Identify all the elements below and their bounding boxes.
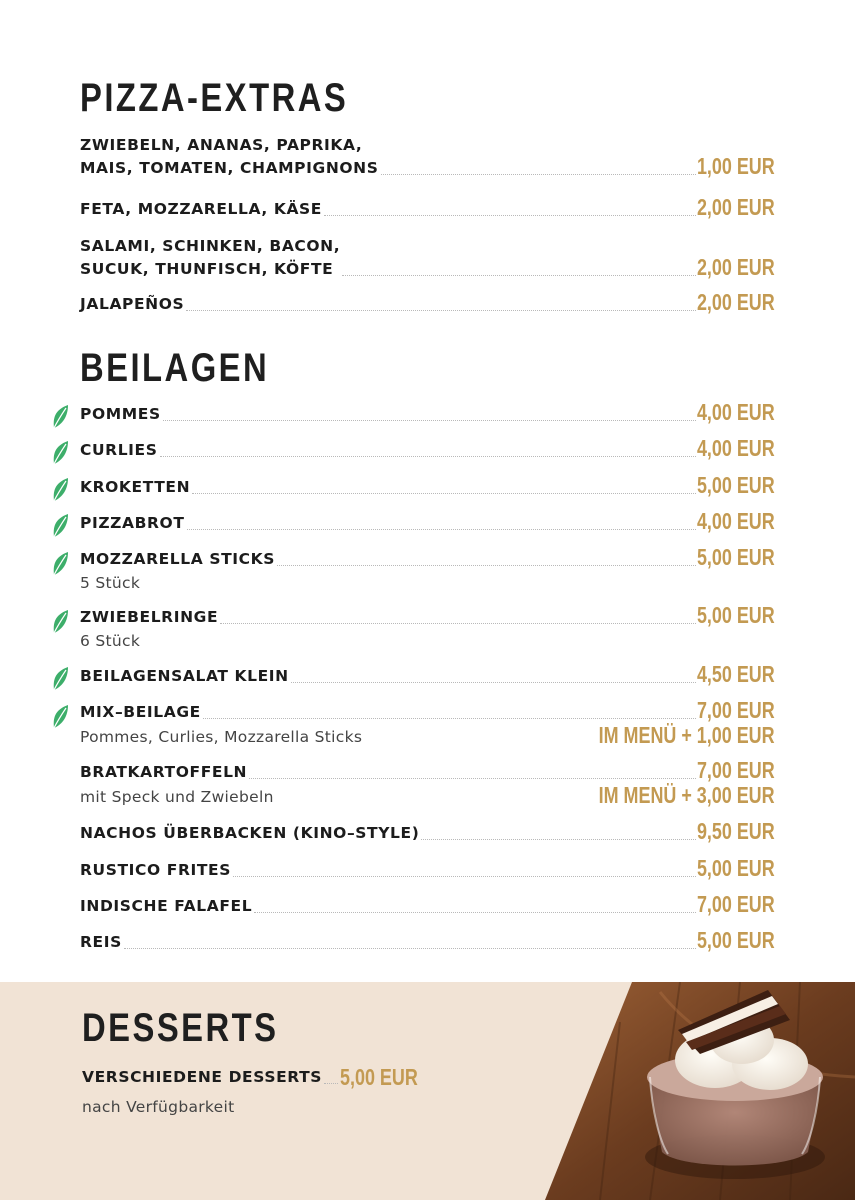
item-price: 2,00 EUR xyxy=(697,254,775,280)
item-name: PIZZABROT xyxy=(80,514,185,532)
leaf-icon xyxy=(50,665,70,691)
item-price: 2,00 EUR xyxy=(697,194,775,220)
item-name: CURLIES xyxy=(80,441,158,459)
menu-item xyxy=(80,136,775,180)
menu-item xyxy=(82,1066,440,1089)
item-name: KROKETTEN xyxy=(80,478,191,496)
menu-item xyxy=(80,818,775,845)
menu-surcharge: IM MENÜ + 3,00 EUR xyxy=(599,782,775,808)
item-name: POMMES xyxy=(80,405,161,423)
menu-item xyxy=(80,544,775,592)
item-description: mit Speck und Zwiebeln xyxy=(80,788,274,806)
dot-leader xyxy=(192,493,696,494)
item-price: 7,00 EUR xyxy=(697,891,775,917)
section-title-beilagen: BEILAGEN xyxy=(80,346,270,390)
item-name: MOZZARELLA STICKS xyxy=(80,550,275,568)
dot-leader xyxy=(342,275,696,276)
menu-item xyxy=(80,697,775,748)
item-price: 7,00 EUR xyxy=(697,757,775,783)
item-name: NACHOS ÜBERBACKEN (KINO–STYLE) xyxy=(80,824,420,842)
item-price: 5,00 EUR xyxy=(697,855,775,881)
menu-item xyxy=(80,891,775,918)
item-name: VERSCHIEDENE DESSERTS xyxy=(82,1068,323,1086)
item-name: BEILAGENSALAT KLEIN xyxy=(80,667,289,685)
menu-surcharge: IM MENÜ + 1,00 EUR xyxy=(599,722,775,748)
menu-item xyxy=(80,194,775,221)
menu-item xyxy=(80,236,775,281)
item-description: Pommes, Curlies, Mozzarella Sticks xyxy=(80,728,363,746)
item-name: REIS xyxy=(80,933,122,951)
menu-item xyxy=(80,927,775,954)
item-name: SALAMI, SCHINKEN, BACON, SUCUK, THUNFISCH, KÖFTE xyxy=(80,237,341,278)
menu-item xyxy=(80,661,775,688)
dot-leader xyxy=(254,912,696,913)
item-description: 6 Stück xyxy=(80,632,141,650)
item-price: 5,00 EUR xyxy=(697,927,775,953)
leaf-icon xyxy=(50,550,70,576)
item-name: INDISCHE FALAFEL xyxy=(80,897,253,915)
item-price: 5,00 EUR xyxy=(697,472,775,498)
dot-leader xyxy=(186,310,696,311)
dot-leader xyxy=(203,718,696,719)
item-price: 4,00 EUR xyxy=(697,399,775,425)
dot-leader xyxy=(160,456,697,457)
leaf-icon xyxy=(50,703,70,729)
item-name: FETA, MOZZARELLA, KÄSE xyxy=(80,200,322,218)
item-price: 4,00 EUR xyxy=(697,508,775,534)
item-price: 1,00 EUR xyxy=(697,153,775,179)
leaf-icon xyxy=(50,476,70,502)
item-name: JALAPEÑOS xyxy=(80,295,185,313)
item-price: 5,00 EUR xyxy=(340,1064,418,1090)
dot-leader xyxy=(277,565,696,566)
dot-leader xyxy=(324,215,696,216)
item-price: 4,00 EUR xyxy=(697,435,775,461)
dot-leader xyxy=(220,623,696,624)
item-price: 9,50 EUR xyxy=(697,818,775,844)
item-name: BRATKARTOFFELN xyxy=(80,763,248,781)
menu-item xyxy=(80,508,775,535)
item-name: MIX–BEILAGE xyxy=(80,703,201,721)
item-description: nach Verfügbarkeit xyxy=(82,1098,235,1116)
menu-item xyxy=(80,399,775,426)
item-name: RUSTICO FRITES xyxy=(80,861,231,879)
item-price: 7,00 EUR xyxy=(697,697,775,723)
leaf-icon xyxy=(50,608,70,634)
menu-item xyxy=(80,289,775,316)
dot-leader xyxy=(124,948,696,949)
dot-leader xyxy=(421,839,696,840)
section-title-desserts: DESSERTS xyxy=(82,1006,279,1050)
section-title-pizza-extras: PIZZA-EXTRAS xyxy=(80,76,349,120)
desserts-section xyxy=(0,982,855,1200)
leaf-icon xyxy=(50,403,70,429)
menu-item xyxy=(80,472,775,499)
dot-leader xyxy=(324,1083,338,1084)
item-description: 5 Stück xyxy=(80,574,141,592)
dot-leader xyxy=(381,174,696,175)
dot-leader xyxy=(291,682,696,683)
dot-leader xyxy=(249,778,696,779)
dot-leader xyxy=(163,420,696,421)
dot-leader xyxy=(187,529,696,530)
dot-leader xyxy=(233,876,696,877)
item-name: ZWIEBELN, ANANAS, PAPRIKA, MAIS, TOMATEN, CHAMPIGNONS xyxy=(80,136,379,177)
item-price: 4,50 EUR xyxy=(697,661,775,687)
menu-item xyxy=(80,855,775,882)
leaf-icon xyxy=(50,512,70,538)
menu-item xyxy=(80,435,775,462)
menu-item xyxy=(80,602,775,650)
item-name: ZWIEBELRINGE xyxy=(80,608,219,626)
leaf-icon xyxy=(50,439,70,465)
item-price: 5,00 EUR xyxy=(697,602,775,628)
item-price: 5,00 EUR xyxy=(697,544,775,570)
item-price: 2,00 EUR xyxy=(697,289,775,315)
menu-item xyxy=(80,757,775,808)
